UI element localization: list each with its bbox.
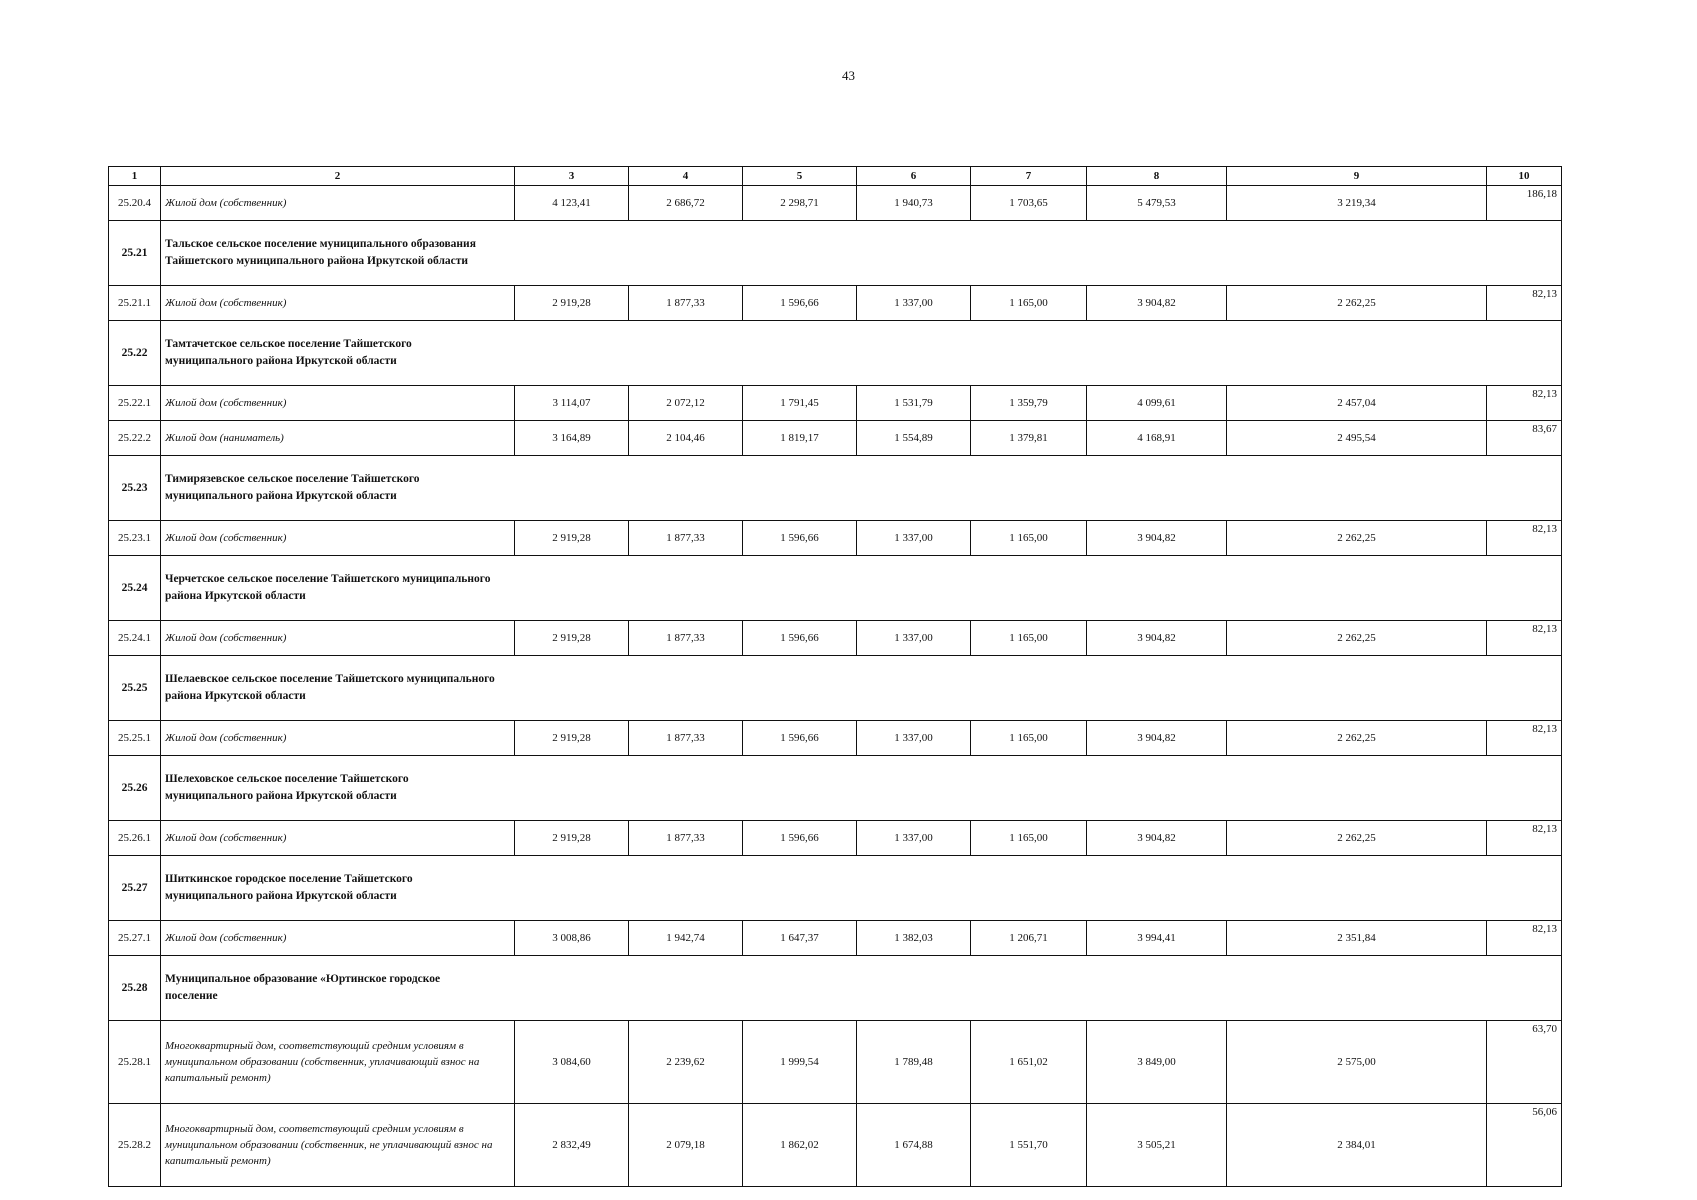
table-row [109, 521, 1562, 556]
value-cell: 1 531,79 [857, 386, 971, 421]
table-row [109, 721, 1562, 756]
value-cell: 82,13 [1487, 521, 1562, 556]
value-cell: 1 999,54 [743, 1021, 857, 1104]
value-cell: 1 337,00 [857, 821, 971, 856]
value-cell: 82,13 [1487, 386, 1562, 421]
value-cell: 2 298,71 [743, 186, 857, 221]
row-code: 25.22.1 [109, 386, 161, 421]
value-cell: 2 262,25 [1227, 621, 1487, 656]
column-header: 7 [971, 167, 1087, 186]
value-cell: 3 008,86 [515, 921, 629, 956]
value-cell: 2 104,46 [629, 421, 743, 456]
group-title [161, 321, 1562, 386]
table-row [109, 386, 1562, 421]
value-cell: 1 596,66 [743, 286, 857, 321]
table-row [109, 1104, 1562, 1187]
value-cell: 1 877,33 [629, 521, 743, 556]
value-cell: 3 994,41 [1087, 921, 1227, 956]
column-header: 10 [1487, 167, 1562, 186]
value-cell: 3 849,00 [1087, 1021, 1227, 1104]
row-code: 25.28.1 [109, 1021, 161, 1104]
value-cell: 1 789,48 [857, 1021, 971, 1104]
group-code: 25.23 [109, 456, 161, 521]
group-code: 25.25 [109, 656, 161, 721]
column-header: 5 [743, 167, 857, 186]
value-cell: 1 703,65 [971, 186, 1087, 221]
row-code: 25.21.1 [109, 286, 161, 321]
value-cell: 1 940,73 [857, 186, 971, 221]
value-cell: 1 165,00 [971, 721, 1087, 756]
group-title-text: Шиткинское городское поселение Тайшетского муниципального района Иркутской области [165, 873, 413, 902]
group-code: 25.21 [109, 221, 161, 286]
value-cell: 2 262,25 [1227, 286, 1487, 321]
value-cell: 2 919,28 [515, 821, 629, 856]
value-cell: 82,13 [1487, 821, 1562, 856]
group-row [109, 456, 1562, 521]
group-code: 25.24 [109, 556, 161, 621]
value-cell: 2 686,72 [629, 186, 743, 221]
value-cell: 2 262,25 [1227, 521, 1487, 556]
value-cell: 1 596,66 [743, 821, 857, 856]
row-name: Жилой дом (наниматель) [161, 421, 515, 456]
group-code: 25.28 [109, 956, 161, 1021]
value-cell: 3 904,82 [1087, 286, 1227, 321]
column-header: 6 [857, 167, 971, 186]
value-cell: 1 206,71 [971, 921, 1087, 956]
value-cell: 2 351,84 [1227, 921, 1487, 956]
value-cell: 4 099,61 [1087, 386, 1227, 421]
group-title-text: Тальское сельское поселение муниципального образования Тайшетского муниципального района Иркутской области [165, 238, 476, 267]
value-cell: 2 384,01 [1227, 1104, 1487, 1187]
value-cell: 1 651,02 [971, 1021, 1087, 1104]
group-title [161, 556, 1562, 621]
row-name: Жилой дом (собственник) [161, 821, 515, 856]
value-cell: 3 219,34 [1227, 186, 1487, 221]
table-row [109, 186, 1562, 221]
group-title-text: Тимирязевское сельское поселение Тайшетского муниципального района Иркутской области [165, 473, 420, 502]
table-row [109, 921, 1562, 956]
value-cell: 2 495,54 [1227, 421, 1487, 456]
value-cell: 1 554,89 [857, 421, 971, 456]
row-name: Жилой дом (собственник) [161, 721, 515, 756]
row-name: Многоквартирный дом, соответствующий средним условиям в муниципальном образовании (собственник, не уплачивающий взнос на капитальный ремонт) [161, 1104, 515, 1187]
value-cell: 1 877,33 [629, 821, 743, 856]
group-title [161, 956, 1562, 1021]
row-name: Жилой дом (собственник) [161, 186, 515, 221]
value-cell: 3 505,21 [1087, 1104, 1227, 1187]
value-cell: 2 262,25 [1227, 721, 1487, 756]
group-title [161, 456, 1562, 521]
value-cell: 82,13 [1487, 721, 1562, 756]
value-cell: 56,06 [1487, 1104, 1562, 1187]
value-cell: 83,67 [1487, 421, 1562, 456]
table-row [109, 621, 1562, 656]
group-title [161, 856, 1562, 921]
group-title [161, 221, 1562, 286]
value-cell: 1 596,66 [743, 621, 857, 656]
row-code: 25.23.1 [109, 521, 161, 556]
value-cell: 3 084,60 [515, 1021, 629, 1104]
row-code: 25.22.2 [109, 421, 161, 456]
value-cell: 2 919,28 [515, 521, 629, 556]
group-title-text: Шелаевское сельское поселение Тайшетского муниципального района Иркутской области [165, 673, 495, 702]
row-name: Жилой дом (собственник) [161, 286, 515, 321]
value-cell: 1 862,02 [743, 1104, 857, 1187]
value-cell: 186,18 [1487, 186, 1562, 221]
group-title [161, 756, 1562, 821]
row-name: Многоквартирный дом, соответствующий средним условиям в муниципальном образовании (собственник, уплачивающий взнос на капитальный ремонт) [161, 1021, 515, 1104]
value-cell: 1 819,17 [743, 421, 857, 456]
row-name: Жилой дом (собственник) [161, 921, 515, 956]
table-row [109, 421, 1562, 456]
value-cell: 1 165,00 [971, 521, 1087, 556]
value-cell: 3 904,82 [1087, 721, 1227, 756]
value-cell: 1 165,00 [971, 286, 1087, 321]
value-cell: 2 457,04 [1227, 386, 1487, 421]
row-name: Жилой дом (собственник) [161, 386, 515, 421]
value-cell: 3 164,89 [515, 421, 629, 456]
group-row [109, 856, 1562, 921]
value-cell: 1 877,33 [629, 621, 743, 656]
group-title [161, 656, 1562, 721]
table-row [109, 821, 1562, 856]
table-body [109, 186, 1562, 1187]
value-cell: 2 919,28 [515, 621, 629, 656]
row-code: 25.26.1 [109, 821, 161, 856]
group-row [109, 756, 1562, 821]
row-code: 25.27.1 [109, 921, 161, 956]
value-cell: 1 165,00 [971, 821, 1087, 856]
row-name: Жилой дом (собственник) [161, 521, 515, 556]
value-cell: 1 674,88 [857, 1104, 971, 1187]
column-header: 4 [629, 167, 743, 186]
value-cell: 2 832,49 [515, 1104, 629, 1187]
value-cell: 2 919,28 [515, 721, 629, 756]
value-cell: 1 337,00 [857, 621, 971, 656]
group-code: 25.27 [109, 856, 161, 921]
row-code: 25.20.4 [109, 186, 161, 221]
value-cell: 1 379,81 [971, 421, 1087, 456]
value-cell: 2 072,12 [629, 386, 743, 421]
row-code: 25.25.1 [109, 721, 161, 756]
value-cell: 1 337,00 [857, 286, 971, 321]
row-code: 25.28.2 [109, 1104, 161, 1187]
value-cell: 1 382,03 [857, 921, 971, 956]
value-cell: 2 575,00 [1227, 1021, 1487, 1104]
value-cell: 2 262,25 [1227, 821, 1487, 856]
value-cell: 2 079,18 [629, 1104, 743, 1187]
group-title-text: Черчетское сельское поселение Тайшетского муниципального района Иркутской области [165, 573, 491, 602]
row-name: Жилой дом (собственник) [161, 621, 515, 656]
column-header: 2 [161, 167, 515, 186]
value-cell: 3 904,82 [1087, 821, 1227, 856]
group-row [109, 321, 1562, 386]
value-cell: 1 359,79 [971, 386, 1087, 421]
value-cell: 1 942,74 [629, 921, 743, 956]
value-cell: 1 647,37 [743, 921, 857, 956]
value-cell: 82,13 [1487, 286, 1562, 321]
value-cell: 1 337,00 [857, 521, 971, 556]
header-row [109, 167, 1562, 186]
group-row [109, 556, 1562, 621]
value-cell: 1 877,33 [629, 721, 743, 756]
column-header: 8 [1087, 167, 1227, 186]
column-header: 3 [515, 167, 629, 186]
value-cell: 63,70 [1487, 1021, 1562, 1104]
value-cell: 2 919,28 [515, 286, 629, 321]
value-cell: 1 877,33 [629, 286, 743, 321]
group-row [109, 656, 1562, 721]
value-cell: 2 239,62 [629, 1021, 743, 1104]
value-cell: 4 168,91 [1087, 421, 1227, 456]
column-header: 1 [109, 167, 161, 186]
value-cell: 5 479,53 [1087, 186, 1227, 221]
value-cell: 1 596,66 [743, 521, 857, 556]
table-row [109, 286, 1562, 321]
page-number: 43 [842, 68, 855, 83]
group-code: 25.26 [109, 756, 161, 821]
value-cell: 1 791,45 [743, 386, 857, 421]
value-cell: 1 337,00 [857, 721, 971, 756]
group-code: 25.22 [109, 321, 161, 386]
group-row [109, 221, 1562, 286]
value-cell: 3 114,07 [515, 386, 629, 421]
group-title-text: Тамтачетское сельское поселение Тайшетского муниципального района Иркутской области [165, 338, 412, 367]
column-header: 9 [1227, 167, 1487, 186]
value-cell: 3 904,82 [1087, 521, 1227, 556]
table-row [109, 1021, 1562, 1104]
group-row [109, 956, 1562, 1021]
group-title-text: Шелеховское сельское поселение Тайшетского муниципального района Иркутской области [165, 773, 409, 802]
value-cell: 4 123,41 [515, 186, 629, 221]
value-cell: 3 904,82 [1087, 621, 1227, 656]
value-cell: 1 165,00 [971, 621, 1087, 656]
tariff-table [108, 166, 1562, 1187]
value-cell: 1 596,66 [743, 721, 857, 756]
value-cell: 82,13 [1487, 621, 1562, 656]
value-cell: 82,13 [1487, 921, 1562, 956]
row-code: 25.24.1 [109, 621, 161, 656]
value-cell: 1 551,70 [971, 1104, 1087, 1187]
group-title-text: Муниципальное образование «Юртинское городское поселение [165, 973, 441, 1002]
